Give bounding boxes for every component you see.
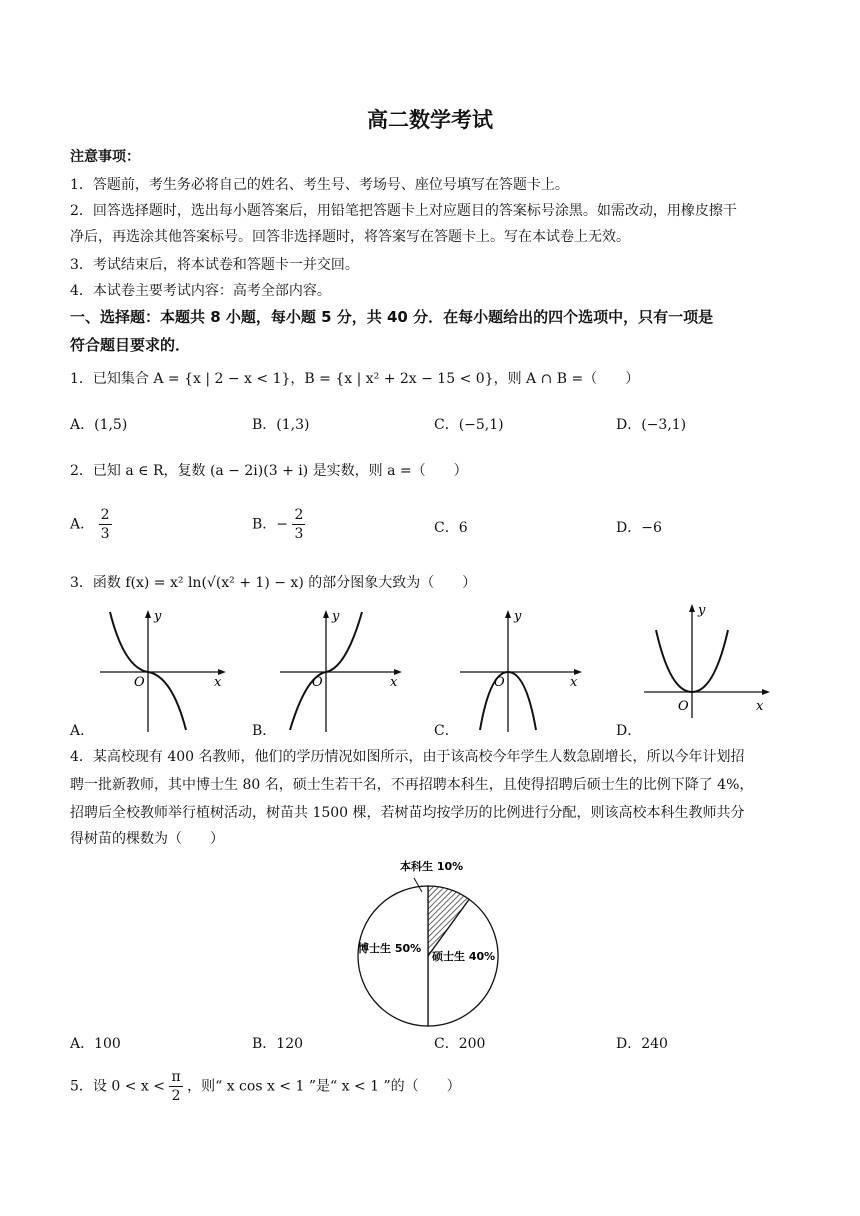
fraction-denominator: 2 — [171, 1088, 181, 1104]
q4-text-line: 聘一批新教师，其中博士生 80 名，硕士生若干名，不再招聘本科生，且使得招聘后硕士生的比例下降了 4%， — [70, 777, 754, 793]
x-axis-arrow — [762, 689, 770, 695]
origin-label: O — [134, 675, 145, 690]
q1-option-c[interactable]: C．(−5,1) — [434, 417, 504, 433]
q5-suffix: ，则“ x cos x < 1 ”是“ x < 1 ”的（ ） — [187, 1078, 461, 1095]
q2-option-c[interactable]: C．6 — [434, 520, 468, 536]
q4-option-b[interactable]: B．120 — [252, 1036, 304, 1052]
q4-text-line: 招聘后全校教师举行植树活动，树苗共 1500 棵，若树苗均按学历的比例进行分配，则该高校本科生教师共分 — [70, 805, 745, 821]
notice-item: 3．考试结束后，将本试卷和答题卡一并交回。 — [70, 257, 359, 273]
q2-option-b-label: B．− — [252, 516, 289, 533]
q5-prefix: 5．设 0 < x < — [70, 1078, 165, 1095]
q4-option-a[interactable]: A．100 — [70, 1036, 121, 1052]
q4-option-d[interactable]: D．240 — [616, 1036, 668, 1052]
y-axis-label: y — [514, 609, 522, 624]
y-axis-label: y — [698, 603, 706, 618]
q2-option-a-fraction — [99, 506, 112, 543]
q3-text: 3．函数 f(x) = x² ln(√(x² + 1) − x) 的部分图象大致为（ ） — [70, 575, 477, 591]
fraction-denominator: 3 — [294, 526, 304, 542]
q3-graph-b — [276, 606, 410, 734]
q3-graph-a — [96, 606, 230, 734]
q4-text-line: 得树苗的棵数为（ ） — [70, 831, 224, 847]
section-heading-cont: 符合题目要求的． — [70, 336, 191, 354]
section-heading: 一、选择题：本题共 8 小题，每小题 5 分，共 40 分．在每小题给出的四个选项中，只有一项是 — [70, 308, 714, 326]
origin-label: O — [678, 699, 689, 714]
y-axis-label: y — [332, 609, 340, 624]
origin-label: O — [312, 675, 323, 690]
q4-option-c[interactable]: C．200 — [434, 1036, 486, 1052]
y-axis-arrow — [145, 610, 151, 618]
q3-graph-c — [456, 606, 590, 734]
x-axis-label: x — [390, 675, 398, 690]
fraction-numerator: π — [171, 1069, 181, 1085]
q2-option-a[interactable] — [70, 506, 112, 543]
q1-option-b[interactable]: B．(1,3) — [252, 417, 310, 433]
q3-graph-d — [640, 600, 774, 720]
q2-text: 2．已知 a ∈ R，复数 (a − 2i)(3 + i) 是实数，则 a =（ ） — [70, 463, 468, 479]
pie-label-undergraduate: 本科生 10% — [400, 860, 464, 873]
y-axis-arrow — [505, 610, 511, 618]
fraction-numerator: 2 — [294, 507, 304, 523]
fraction-denominator: 3 — [100, 526, 110, 542]
education-pie-chart — [356, 856, 506, 1036]
y-axis-arrow — [689, 604, 695, 612]
q5-fraction — [169, 1068, 182, 1105]
q4-text-line: 4．某高校现有 400 名教师，他们的学历情况如图所示，由于该高校今年学生人数急剧增长，所以今年计划招 — [70, 749, 745, 765]
fraction-numerator: 2 — [100, 507, 110, 523]
q2-option-a-label: A． — [70, 516, 95, 533]
q2-option-b[interactable] — [252, 506, 305, 543]
q3-option-b[interactable]: B． — [252, 723, 277, 739]
q2-option-b-fraction — [292, 506, 305, 543]
notice-item: 1．答题前，考生务必将自己的姓名、考生号、考场号、座位号填写在答题卡上。 — [70, 177, 569, 193]
notice-heading: 注意事项： — [70, 149, 140, 165]
x-axis-label: x — [214, 675, 222, 690]
origin-label: O — [494, 675, 505, 690]
q1-option-a[interactable]: A．(1,5) — [70, 417, 128, 433]
q3-option-d[interactable]: D． — [616, 723, 642, 739]
notice-item: 净后，再选涂其他答案标号。回答非选择题时，将答案写在答题卡上。写在本试卷上无效。 — [70, 229, 630, 245]
q1-option-d[interactable]: D．(−3,1) — [616, 417, 687, 433]
x-axis-label: x — [756, 699, 764, 714]
y-axis-label: y — [154, 609, 162, 624]
q2-option-d[interactable]: D．−6 — [616, 520, 662, 536]
q1-text: 1．已知集合 A = {x | 2 − x < 1}，B = {x | x² + 2x − 15 < 0}，则 A ∩ B =（ ） — [70, 371, 640, 387]
q3-option-c[interactable]: C． — [434, 723, 459, 739]
pie-slice-doctoral — [358, 886, 428, 1026]
page-title: 高二数学考试 — [367, 108, 493, 132]
pie-label-doctoral: 博士生 50% — [358, 942, 422, 955]
y-axis-arrow — [323, 610, 329, 618]
pie-label-masters: 硕士生 40% — [432, 950, 496, 963]
x-axis-label: x — [570, 675, 578, 690]
notice-item: 2．回答选择题时，选出每小题答案后，用铅笔把答题卡上对应题目的答案标号涂黑。如需改动，用橡皮擦干 — [70, 203, 737, 219]
notice-item: 4．本试卷主要考试内容：高考全部内容。 — [70, 283, 331, 299]
q3-option-a[interactable]: A． — [70, 723, 95, 739]
q5-text — [70, 1068, 461, 1105]
